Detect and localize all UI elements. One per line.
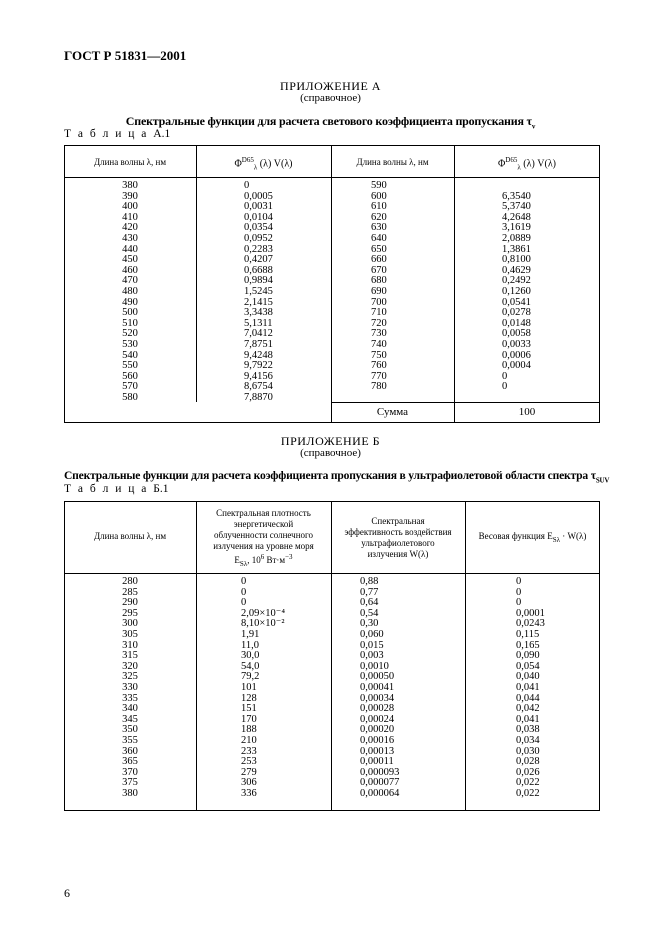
table-b1-cell-wavelength: 330 bbox=[122, 681, 138, 693]
table-b1-cell-wavelength: 285 bbox=[122, 586, 138, 598]
table-a1-cell-wavelength: 590 bbox=[371, 180, 387, 191]
table-a1-cell-value: 0,0005 bbox=[244, 190, 273, 202]
table-a1-cell-value: 0,2492 bbox=[502, 275, 531, 287]
table-b1-cell-efficiency: 0,00016 bbox=[360, 734, 395, 746]
table-a1-cell-wavelength: 630 bbox=[371, 222, 387, 234]
table-a1-cell-wavelength: 530 bbox=[122, 338, 138, 350]
table-b1-cell-wavelength: 300 bbox=[122, 618, 138, 630]
table-a1-cell-value: 0,0354 bbox=[244, 222, 273, 234]
table-a1-cell-value: 0,0058 bbox=[502, 328, 531, 340]
table-a1-cell-value: 0,0148 bbox=[502, 317, 531, 329]
table-b1-cell-weight: 0,022 bbox=[516, 787, 540, 799]
appendix-b-label: ПРИЛОЖЕНИЕ Б bbox=[280, 434, 381, 448]
table-a1-sum-label: Сумма bbox=[376, 406, 409, 418]
table-b1-cell-wavelength: 335 bbox=[122, 692, 138, 704]
table-a1-cell-value: 2,0889 bbox=[502, 232, 531, 244]
table-b1-cell-density: 128 bbox=[241, 692, 257, 704]
table-a1-cell-wavelength: 730 bbox=[371, 328, 387, 340]
table-b1-efficiency-column bbox=[360, 577, 460, 799]
table-b1-cell-density: 336 bbox=[241, 787, 257, 799]
table-a1-cell-value: 0,0033 bbox=[502, 338, 531, 350]
appendix-b-title: Спектральные функции для расчета коэффициента пропускания в ультрафиолетовой области спектра $\tau_{SUV}$ bbox=[64, 469, 610, 485]
table-b1-cell-wavelength: 280 bbox=[122, 576, 138, 587]
table-a1-cell-wavelength: 570 bbox=[122, 381, 138, 393]
table-a1-cell-wavelength: 510 bbox=[122, 317, 138, 329]
table-b1-cell-efficiency: 0,00041 bbox=[360, 681, 395, 693]
table-b1-cell-weight: 0,041 bbox=[516, 713, 540, 725]
table-a1-cell-wavelength: 750 bbox=[371, 349, 387, 361]
table-a1-divider-3 bbox=[454, 145, 455, 423]
table-a1-cell-wavelength: 670 bbox=[371, 264, 387, 276]
table-b1-cell-weight: 0,028 bbox=[516, 756, 540, 768]
table-b1-cell-efficiency: 0,00024 bbox=[360, 713, 395, 725]
table-b1-cell-wavelength: 345 bbox=[122, 713, 138, 725]
table-a1-cell-wavelength: 380 bbox=[122, 180, 138, 191]
table-b1-cell-density: 8,10×10⁻² bbox=[241, 618, 285, 630]
table-b1-cell-density: 0 bbox=[241, 586, 247, 598]
table-b1-cell-wavelength: 360 bbox=[122, 745, 138, 757]
table-b1-cell-weight: 0,0243 bbox=[516, 618, 545, 630]
table-a1-cell-value: 0,8100 bbox=[502, 254, 531, 266]
table-a1-header-func-right: $\Phi^{D65}_\lambda$ (λ) V(λ) bbox=[497, 156, 557, 172]
table-b1-cell-efficiency: 0,000064 bbox=[360, 787, 400, 799]
table-a1-cell-value: 0 bbox=[244, 180, 250, 191]
table-b1-cell-weight: 0,044 bbox=[516, 692, 540, 704]
table-a1-cell-value: 3,1619 bbox=[502, 222, 531, 234]
table-b1-cell-wavelength: 375 bbox=[122, 777, 138, 789]
table-a1-cell-wavelength: 560 bbox=[122, 370, 138, 382]
table-b1-cell-density: 170 bbox=[241, 713, 257, 725]
table-b1-cell-density: 279 bbox=[241, 766, 257, 778]
table-a1-cell-wavelength: 440 bbox=[122, 243, 138, 255]
table-b1-cell-density: 210 bbox=[241, 734, 257, 746]
table-b1-header-density: Спектральная плотность энергетической облученности солнечного излучения на уровне моря $E_{S\lambda}$, $10^6$ $Вт\cdot м^{-3}$ bbox=[213, 508, 314, 568]
table-b1-cell-wavelength: 290 bbox=[122, 597, 138, 609]
table-a1-cell-value: 5,1311 bbox=[244, 317, 273, 329]
table-a1-cell-wavelength: 640 bbox=[371, 232, 387, 244]
table-b1-cell-wavelength: 355 bbox=[122, 734, 138, 746]
table-b1-cell-wavelength: 340 bbox=[122, 703, 138, 715]
table-a1-cell-value: 1,3861 bbox=[502, 243, 531, 255]
table-b1-cell-efficiency: 0,00028 bbox=[360, 703, 395, 715]
table-a1-cell-value: 1,5245 bbox=[244, 285, 273, 297]
table-a1-cell-wavelength: 700 bbox=[371, 296, 387, 308]
table-a1-divider-2 bbox=[331, 145, 332, 423]
table-a1-cell-value: 0,0104 bbox=[244, 211, 273, 223]
table-a1-cell-wavelength: 500 bbox=[122, 307, 138, 319]
table-a1-label: Т а б л и ц а А.1 bbox=[64, 128, 171, 140]
table-b1-cell-density: 151 bbox=[241, 703, 257, 715]
table-b1-cell-efficiency: 0,00050 bbox=[360, 671, 395, 683]
table-a1-cell-wavelength: 490 bbox=[122, 296, 138, 308]
table-b1-header-wavelength: Длина волны λ, нм bbox=[93, 531, 167, 541]
table-a1-cell-value: 0,0278 bbox=[502, 307, 531, 319]
table-b1-cell-density: 306 bbox=[241, 777, 257, 789]
table-b1-cell-efficiency: 0,000093 bbox=[360, 766, 400, 778]
table-a1-cell-value: 0,0031 bbox=[244, 201, 273, 213]
table-a1-cell-wavelength: 740 bbox=[371, 338, 387, 350]
table-a1-sum-rule bbox=[331, 402, 600, 403]
table-a1-cell-value: 0,2283 bbox=[244, 243, 273, 255]
table-a1-cell-wavelength: 680 bbox=[371, 275, 387, 287]
table-b1-cell-efficiency: 0,060 bbox=[360, 628, 384, 640]
table-a1-cell-wavelength: 470 bbox=[122, 275, 138, 287]
table-b1-cell-density: 79,2 bbox=[241, 671, 260, 683]
table-b1-cell-wavelength: 305 bbox=[122, 628, 138, 640]
table-b1-wavelength-column bbox=[64, 577, 196, 799]
table-b1-cell-weight: 0,115 bbox=[516, 628, 540, 640]
table-b1-cell-density: 233 bbox=[241, 745, 257, 757]
table-b1-cell-weight: 0,090 bbox=[516, 650, 540, 662]
table-b1-cell-density: 11,0 bbox=[241, 639, 259, 651]
table-b1-header-rule bbox=[64, 573, 600, 574]
table-b1-cell-wavelength: 350 bbox=[122, 724, 138, 736]
table-a1-cell-value: 0,9894 bbox=[244, 275, 273, 287]
table-a1-cell-wavelength: 450 bbox=[122, 254, 138, 266]
table-a1-cell-value: 4,2648 bbox=[502, 211, 531, 223]
table-b1-cell-weight: 0,165 bbox=[516, 639, 540, 651]
table-a1-cell-value: 2,1415 bbox=[244, 296, 273, 308]
table-a1-cell-value: 9,7922 bbox=[244, 360, 273, 372]
appendix-a-label: ПРИЛОЖЕНИЕ А bbox=[280, 79, 381, 93]
table-a1-cell-value: 3,3438 bbox=[244, 307, 273, 319]
table-b1-cell-efficiency: 0,003 bbox=[360, 650, 384, 662]
table-a1-cell-wavelength: 760 bbox=[371, 360, 387, 372]
table-b1-cell-weight: 0,042 bbox=[516, 703, 540, 715]
table-a1-cell-value: 7,0412 bbox=[244, 328, 273, 340]
table-b1-cell-efficiency: 0,00020 bbox=[360, 724, 395, 736]
table-a1-cell-value: 0,0952 bbox=[244, 232, 273, 244]
table-a1-cell-value: 0,4207 bbox=[244, 254, 273, 266]
table-b1-header-efficiency: Спектральная эффективность воздействия ультрафиолетового излучения W(λ) bbox=[344, 516, 452, 559]
table-a1-header-wavelength-right: Длина волны λ, нм bbox=[356, 157, 429, 167]
table-b1-cell-weight: 0,054 bbox=[516, 660, 540, 672]
table-a1-cell-wavelength: 610 bbox=[371, 201, 387, 213]
table-b1-cell-density: 1,91 bbox=[241, 628, 260, 640]
table-a1-right-wavelength-column bbox=[371, 181, 431, 393]
table-a1-cell-wavelength: 550 bbox=[122, 360, 138, 372]
table-a1-cell-wavelength: 710 bbox=[371, 307, 387, 319]
table-a1-divider-1 bbox=[196, 145, 197, 402]
table-b1-cell-efficiency: 0,30 bbox=[360, 618, 379, 630]
table-b1-weight-column bbox=[516, 577, 596, 799]
table-b1-cell-weight: 0,030 bbox=[516, 745, 540, 757]
table-b1-cell-weight: 0,0001 bbox=[516, 607, 545, 619]
table-a1-cell-value: 0,1260 bbox=[502, 285, 531, 297]
table-a1-cell-value: 7,8870 bbox=[244, 391, 273, 403]
table-a1-cell-wavelength: 390 bbox=[122, 190, 138, 202]
table-b1-header-weight: Весовая функция $E_{S\lambda} \cdot W(\lambda)$ bbox=[478, 531, 587, 544]
table-a1-cell-value: 0,6688 bbox=[244, 264, 273, 276]
table-b1-cell-density: 188 bbox=[241, 724, 257, 736]
table-b1-cell-wavelength: 310 bbox=[122, 639, 138, 651]
table-b1-divider-3 bbox=[465, 501, 466, 811]
table-b1-cell-wavelength: 365 bbox=[122, 756, 138, 768]
table-b1-cell-weight: 0,034 bbox=[516, 734, 540, 746]
table-a1-cell-value: 9,4156 bbox=[244, 370, 273, 382]
table-a1-cell-wavelength: 600 bbox=[371, 190, 387, 202]
table-a1-cell-value: 8,6754 bbox=[244, 381, 273, 393]
table-a1-cell-wavelength: 770 bbox=[371, 370, 387, 382]
table-b1-cell-density: 101 bbox=[241, 681, 257, 693]
table-b1-cell-wavelength: 315 bbox=[122, 650, 138, 662]
table-a1-cell-value: 0,0004 bbox=[502, 360, 531, 372]
table-b1-cell-density: 30,0 bbox=[241, 650, 260, 662]
table-b1-cell-weight: 0 bbox=[516, 597, 522, 609]
table-b1-cell-weight: 0,038 bbox=[516, 724, 540, 736]
table-a1-cell-value: 0,4629 bbox=[502, 264, 531, 276]
table-a1-cell-wavelength: 580 bbox=[122, 391, 138, 403]
table-a1-left-wavelength-column bbox=[64, 181, 196, 403]
table-a1-cell-wavelength: 720 bbox=[371, 317, 387, 329]
table-a1-cell-wavelength: 410 bbox=[122, 211, 138, 223]
table-a1-cell-wavelength: 430 bbox=[122, 232, 138, 244]
table-b1-cell-weight: 0,041 bbox=[516, 681, 540, 693]
table-b1-cell-efficiency: 0,00034 bbox=[360, 692, 395, 704]
table-b1-cell-efficiency: 0,64 bbox=[360, 597, 379, 609]
table-b1-cell-efficiency: 0,88 bbox=[360, 576, 379, 587]
table-a1-cell-value: 5,3740 bbox=[502, 201, 531, 213]
table-a1-cell-wavelength: 660 bbox=[371, 254, 387, 266]
table-b1-cell-efficiency: 0,015 bbox=[360, 639, 384, 651]
appendix-a-note: (справочное) bbox=[300, 92, 361, 104]
table-a1-left-value-column bbox=[244, 181, 324, 403]
table-a1-cell-value: 0 bbox=[502, 370, 508, 382]
table-b1-cell-density: 253 bbox=[241, 756, 257, 768]
table-b1-cell-weight: 0 bbox=[516, 576, 522, 587]
table-b1-cell-weight: 0,040 bbox=[516, 671, 540, 683]
table-a1-cell-value bbox=[502, 181, 582, 192]
table-a1-cell-value: 0,0006 bbox=[502, 349, 531, 361]
table-a1-cell-wavelength: 650 bbox=[371, 243, 387, 255]
table-a1-cell-value: 0,0541 bbox=[502, 296, 531, 308]
table-a1-right-value-column bbox=[502, 181, 582, 393]
table-a1-sum-value: 100 bbox=[518, 406, 536, 418]
table-b1-cell-efficiency: 0,000077 bbox=[360, 777, 400, 789]
table-b1-cell-density: 54,0 bbox=[241, 660, 260, 672]
table-b1-cell-efficiency: 0,00013 bbox=[360, 745, 395, 757]
table-a1-cell-value: 6,3540 bbox=[502, 190, 531, 202]
table-b1-cell-density: 0 bbox=[241, 576, 247, 587]
table-a1-header-rule bbox=[64, 177, 600, 178]
table-a1-cell-wavelength: 620 bbox=[371, 211, 387, 223]
appendix-b-note: (справочное) bbox=[300, 447, 361, 459]
table-a1-cell-wavelength: 780 bbox=[371, 381, 387, 393]
table-b1-label: Т а б л и ц а Б.1 bbox=[64, 483, 169, 495]
table-b1-cell-efficiency: 0,00011 bbox=[360, 756, 394, 768]
appendix-a-title: Спектральные функции для расчета светового коэффициента пропускания $\tau_v$ bbox=[125, 114, 536, 131]
page-number: 6 bbox=[64, 886, 70, 900]
table-b1-cell-wavelength: 380 bbox=[122, 787, 138, 799]
table-b1-cell-wavelength: 320 bbox=[122, 660, 138, 672]
table-b1-cell-efficiency: 0,54 bbox=[360, 607, 379, 619]
document-id: ГОСТ Р 51831—2001 bbox=[64, 48, 187, 63]
table-a1-header-func-left: $\Phi^{D65}_\lambda$ (λ) V(λ) bbox=[234, 156, 293, 172]
table-a1-cell-wavelength: 690 bbox=[371, 285, 387, 297]
table-a1-cell-wavelength: 420 bbox=[122, 222, 138, 234]
table-a1-header-wavelength-left: Длина волны λ, нм bbox=[93, 157, 167, 167]
table-b1-cell-density: 2,09×10⁻⁴ bbox=[241, 607, 285, 619]
table-a1-cell-wavelength: 400 bbox=[122, 201, 138, 213]
table-b1-cell-weight: 0,026 bbox=[516, 766, 540, 778]
table-b1-cell-wavelength: 370 bbox=[122, 766, 138, 778]
table-b1-cell-wavelength: 295 bbox=[122, 607, 138, 619]
table-b1-cell-efficiency: 0,77 bbox=[360, 586, 379, 598]
table-a1-cell-wavelength: 460 bbox=[122, 264, 138, 276]
table-a1-cell-value: 0 bbox=[502, 381, 508, 393]
table-a1-cell-value: 7,8751 bbox=[244, 338, 273, 350]
table-b1-cell-wavelength: 325 bbox=[122, 671, 138, 683]
table-a1-cell-wavelength: 480 bbox=[122, 285, 138, 297]
table-a1-cell-value: 9,4248 bbox=[244, 349, 273, 361]
table-b1-cell-weight: 0,022 bbox=[516, 777, 540, 789]
table-b1-cell-weight: 0 bbox=[516, 586, 522, 598]
table-b1-cell-efficiency: 0,0010 bbox=[360, 660, 389, 672]
table-a1-cell-wavelength: 540 bbox=[122, 349, 138, 361]
table-a1-cell-wavelength: 520 bbox=[122, 328, 138, 340]
table-b1-density-column bbox=[241, 577, 329, 799]
table-b1-cell-density: 0 bbox=[241, 597, 247, 609]
